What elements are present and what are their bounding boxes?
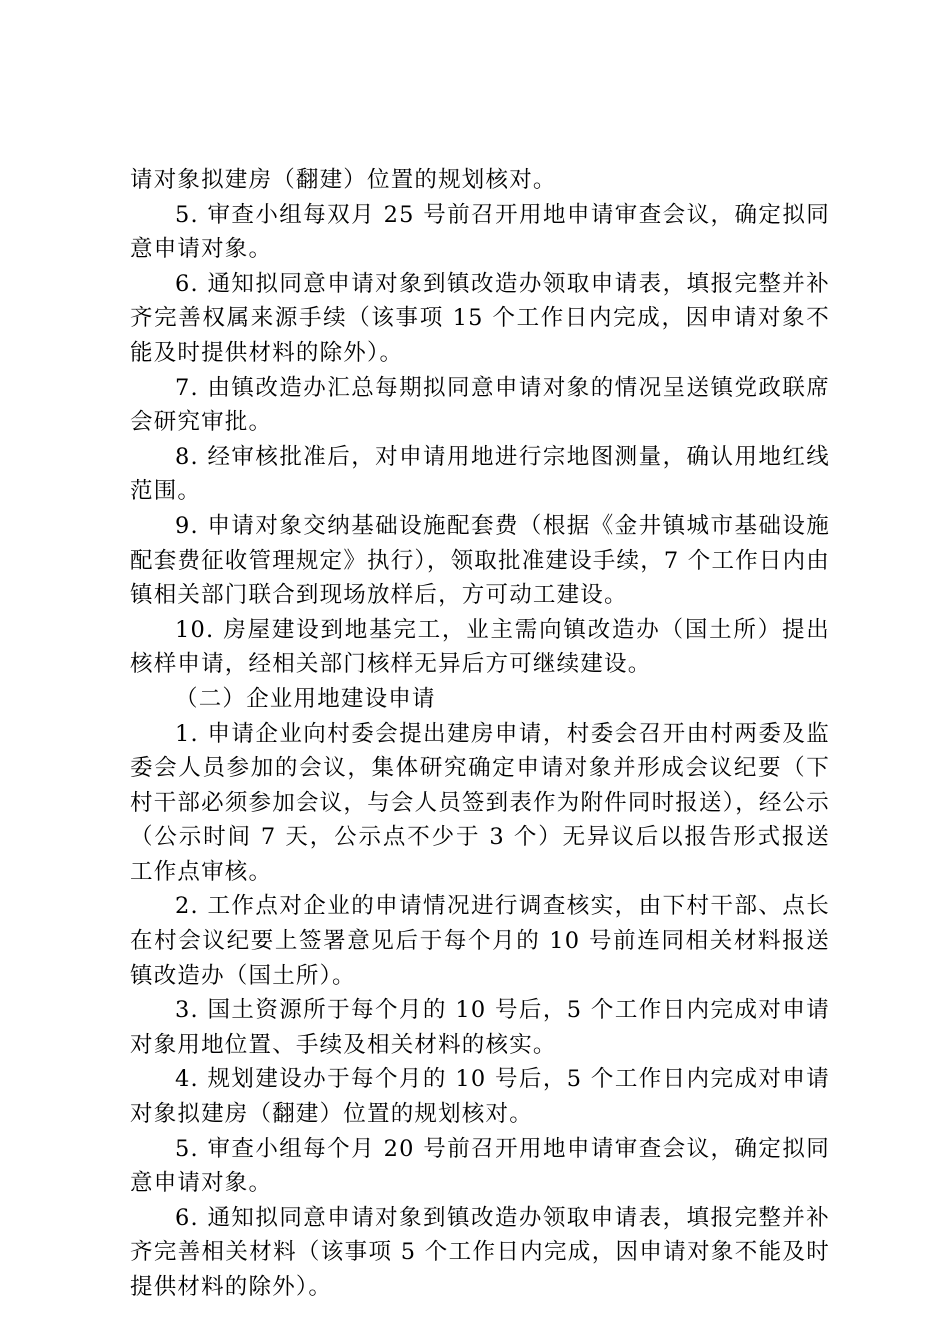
document-page bbox=[130, 163, 830, 1305]
paragraph-item-9-fees: 9. 申请对象交纳基础设施配套费（根据《金井镇城市基础设施配套费征收管理规定》执行），领取批准建设手续，7 个工作日内由镇相关部门联合到现场放样后，方可动工建设。 bbox=[130, 512, 830, 609]
paragraph-enterprise-item-3: 3. 国土资源所于每个月的 10 号后，5 个工作日内完成对申请对象用地位置、手续及相关材料的核实。 bbox=[130, 997, 830, 1058]
paragraph-enterprise-item-2: 2. 工作点对企业的申请情况进行调查核实，由下村干部、点长在村会议纪要上签署意见后于每个月的 10 号前连同相关材料报送镇改造办（国土所）。 bbox=[130, 893, 830, 989]
paragraph-item-6-notify-applicants: 6. 通知拟同意申请对象到镇改造办领取申请表，填报完整并补齐完善权属来源手续（该事项 15 个工作日内完成，因申请对象不能及时提供材料的除外）。 bbox=[130, 270, 830, 366]
paragraph-enterprise-item-6: 6. 通知拟同意申请对象到镇改造办领取申请表，填报完整并补齐完善相关材料（该事项 5 个工作日内完成，因申请对象不能及时提供材料的除外）。 bbox=[130, 1204, 830, 1300]
paragraph-continuation: 请对象拟建房（翻建）位置的规划核对。 bbox=[130, 167, 557, 193]
paragraph-item-5-biweekly-review: 5. 审查小组每双月 25 号前召开用地申请审查会议，确定拟同意申请对象。 bbox=[130, 201, 830, 263]
paragraph-item-10-foundation: 10. 房屋建设到地基完工，业主需向镇改造办（国土所）提出核样申请，经相关部门核样无异后方可继续建设。 bbox=[130, 616, 830, 678]
paragraph-enterprise-item-4: 4. 规划建设办于每个月的 10 号后，5 个工作日内完成对申请对象拟建房（翻建）位置的规划核对。 bbox=[130, 1066, 830, 1128]
section-heading-enterprise: （二）企业用地建设申请 bbox=[175, 685, 436, 712]
paragraph-item-7-summary-approval: 7. 由镇改造办汇总每期拟同意申请对象的情况呈送镇党政联席会研究审批。 bbox=[130, 374, 830, 436]
paragraph-enterprise-item-1: 1. 申请企业向村委会提出建房申请，村委会召开由村两委及监委会人员参加的会议，集体研究确定申请对象并形成会议纪要（下村干部必须参加会议，与会人员签到表作为附件同时报送），经公示（公示时间 7 天，公示点不少于 3 个）无异议后以报告形式报送工作点审核。 bbox=[130, 720, 830, 885]
paragraph-enterprise-item-5: 5. 审查小组每个月 20 号前召开用地申请审查会议，确定拟同意申请对象。 bbox=[130, 1135, 830, 1197]
paragraph-item-8-survey: 8. 经审核批准后，对申请用地进行宗地图测量，确认用地红线范围。 bbox=[130, 443, 830, 505]
